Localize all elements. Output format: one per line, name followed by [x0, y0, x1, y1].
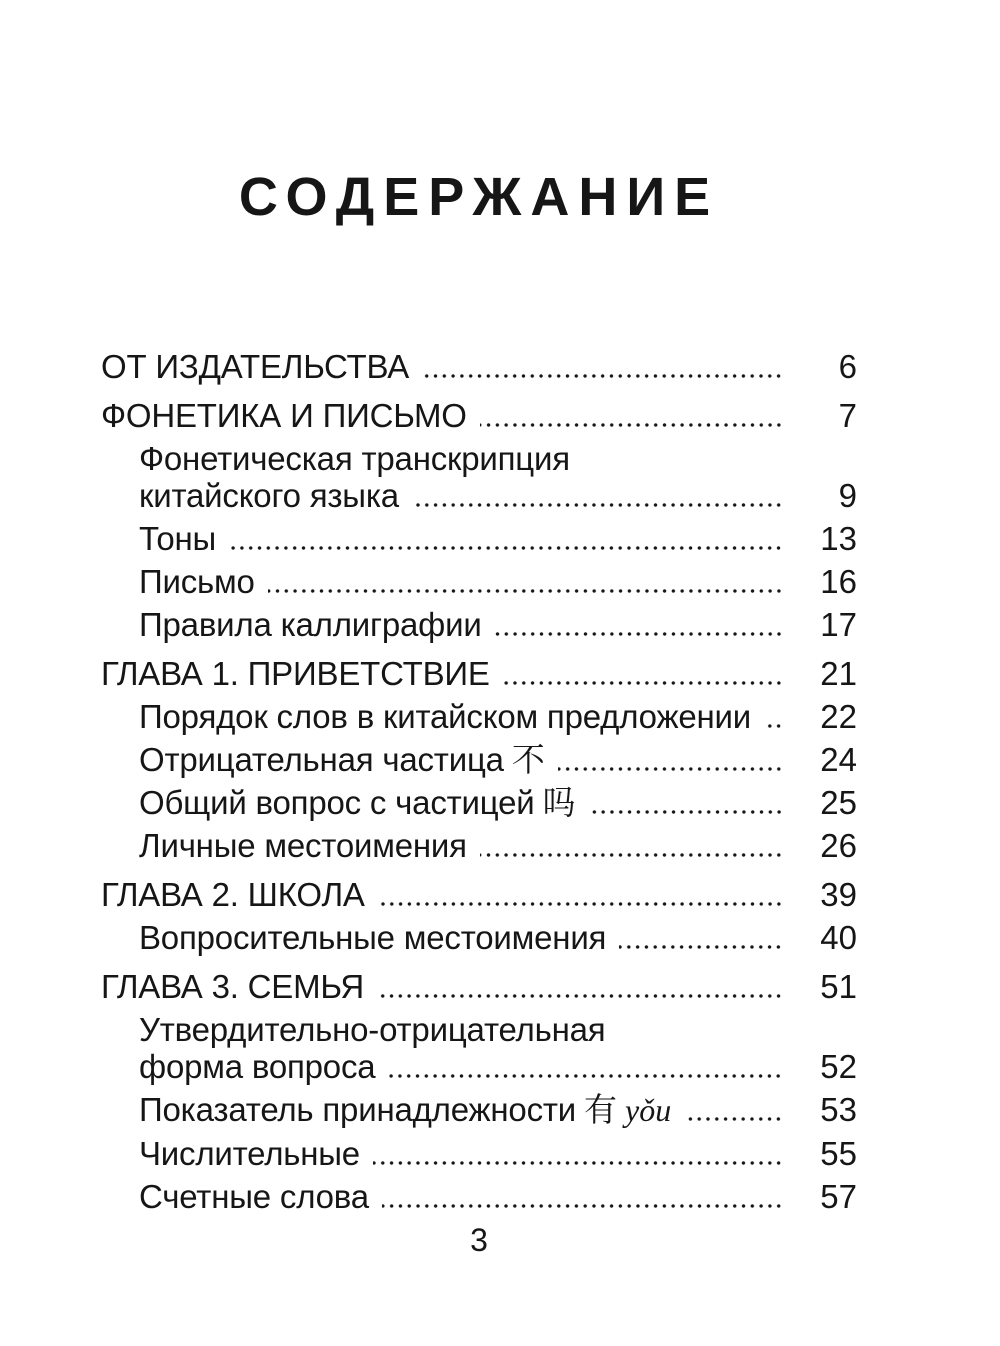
toc-entry-line [101, 603, 857, 646]
toc-page-number: 40 [820, 919, 857, 956]
leader-dots [382, 1204, 783, 1208]
toc-page-number: 16 [820, 563, 857, 600]
toc-entry-line [101, 1132, 857, 1175]
toc-entry-label: Вопросительные местоимения [139, 919, 607, 956]
toc-page-number: 6 [838, 348, 857, 385]
toc-entry-line [101, 824, 857, 867]
toc-page-number: 24 [820, 741, 857, 778]
toc-page-number: 22 [820, 698, 857, 735]
toc-entry-label: Тоны [139, 520, 217, 557]
toc-entry-label: Письмо [139, 563, 255, 600]
chinese-character: 不 [511, 740, 545, 779]
toc-page-number: 21 [820, 655, 857, 692]
toc-entry-line [101, 781, 857, 824]
toc-page-number: 7 [838, 397, 857, 434]
toc-entry-line [101, 695, 857, 738]
toc-page-number: 57 [820, 1178, 857, 1215]
toc-entry-label: Общий вопрос с частицей [139, 784, 535, 821]
leader-dots [422, 374, 783, 378]
toc-entry-label: ГЛАВА 2. ШКОЛА [101, 876, 365, 913]
toc-entry-label: ГЛАВА 1. ПРИВЕТСТВИЕ [101, 655, 490, 692]
toc-page-number: 52 [820, 1048, 857, 1085]
leader-dots [373, 1161, 783, 1165]
toc-page-number: 55 [820, 1135, 857, 1172]
toc-entry-label: Отрицательная частица [139, 741, 504, 778]
toc-page-number: 26 [820, 827, 857, 864]
leader-dots [412, 503, 783, 507]
toc-entry-label: ФОНЕТИКА И ПИСЬМО [101, 397, 467, 434]
toc-entry-label: китайского языка [139, 477, 399, 514]
leader-dots [764, 724, 783, 728]
toc-entry-label: ОТ ИЗДАТЕЛЬСТВА [101, 348, 410, 385]
toc-entry-label: Фонетическая транскрипция [139, 440, 570, 477]
toc-page-number: 39 [820, 876, 857, 913]
toc-entry-label: Показатель принадлежности [139, 1091, 577, 1128]
leader-dots [619, 945, 783, 949]
leader-dots [684, 1117, 783, 1121]
leader-dots [558, 767, 783, 771]
leader-dots [388, 1074, 783, 1078]
toc-list [101, 345, 857, 1218]
toc-entry-label: ГЛАВА 3. СЕМЬЯ [101, 968, 365, 1005]
toc-entry-line [101, 916, 857, 959]
toc-entry-label: Порядок слов в китайском предложении [139, 698, 751, 735]
toc-page-number: 53 [820, 1091, 857, 1128]
page-title: СОДЕРЖАНИЕ [238, 167, 720, 227]
toc-page-number: 17 [820, 606, 857, 643]
toc-entry-line [101, 965, 857, 1008]
toc-page-number: 51 [820, 968, 857, 1005]
leader-dots [378, 902, 783, 906]
toc-page [101, 0, 857, 1260]
toc-entry-label: Утвердительно-отрицательная [139, 1011, 606, 1048]
toc-entry-line [101, 394, 857, 437]
toc-page-number: 13 [820, 520, 857, 557]
toc-entry-label: Личные местоимения [139, 827, 467, 864]
toc-page-number: 9 [838, 477, 857, 514]
toc-entry-label: Числительные [139, 1135, 360, 1172]
toc-entry-line [101, 474, 857, 517]
leader-dots [480, 423, 783, 427]
leader-dots [377, 994, 783, 998]
folio-page-number: 3 [470, 1222, 488, 1258]
toc-entry-line [101, 1175, 857, 1218]
toc-entry-label: Правила каллиграфии [139, 606, 482, 643]
leader-dots [229, 546, 783, 550]
toc-entry-label: Счетные слова [139, 1178, 369, 1215]
toc-entry-line [101, 652, 857, 695]
leader-dots [503, 681, 783, 685]
chinese-character: 有 [584, 1090, 618, 1129]
leader-dots [480, 853, 783, 857]
toc-entry-line [101, 738, 857, 781]
toc-entry-label: форма вопроса [139, 1048, 376, 1085]
toc-entry-line [101, 560, 857, 603]
chinese-character: 吗 [542, 783, 576, 822]
leader-dots [589, 810, 784, 814]
toc-entry-line [101, 873, 857, 916]
leader-dots [495, 632, 783, 636]
toc-entry-line [101, 1045, 857, 1088]
leader-dots [268, 589, 783, 593]
toc-entry-line [101, 1088, 857, 1132]
toc-entry-line [101, 517, 857, 560]
toc-entry-line [101, 345, 857, 388]
toc-page-number: 25 [820, 784, 857, 821]
pinyin-transcription: yǒu [625, 1092, 672, 1128]
